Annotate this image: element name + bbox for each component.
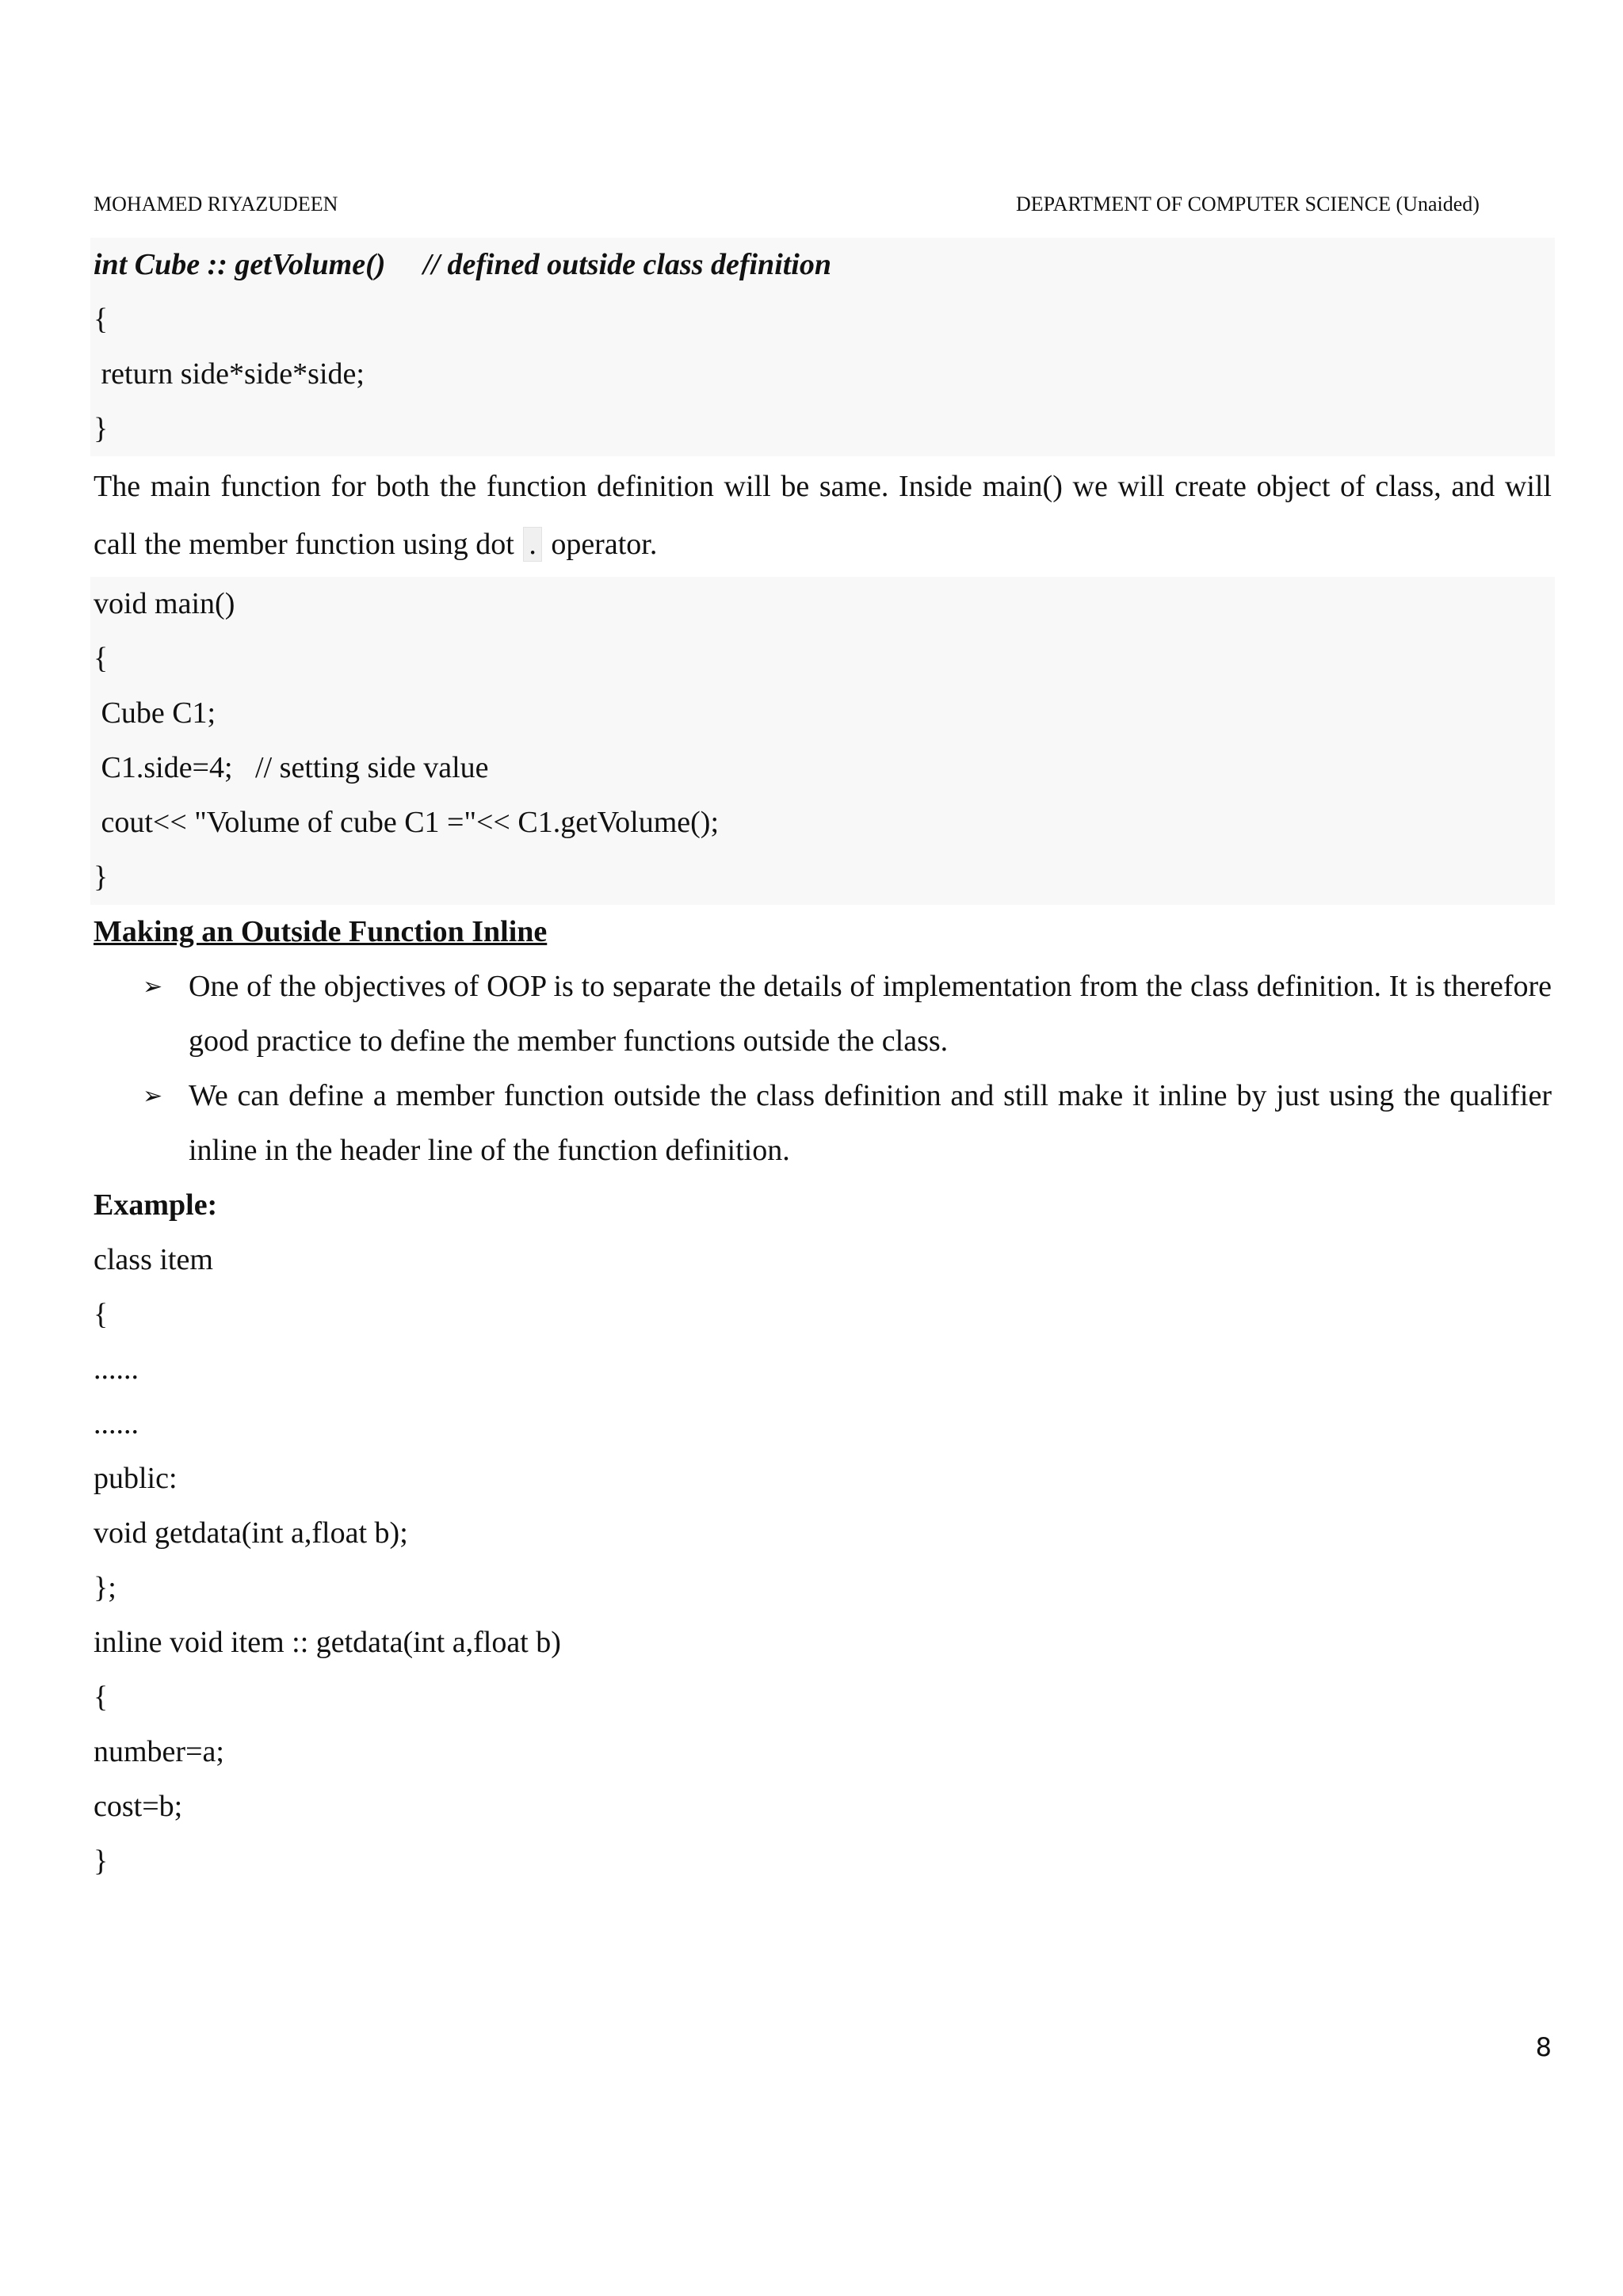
- paragraph-text-end: operator.: [551, 528, 658, 561]
- code-line: class item: [94, 1243, 213, 1276]
- code-line: ......: [94, 1407, 139, 1440]
- code-line: }: [94, 1844, 109, 1878]
- code-line: Cube C1;: [94, 696, 216, 730]
- section-heading: Making an Outside Function Inline: [94, 915, 548, 948]
- code-line: void main(): [94, 587, 235, 620]
- code-block-main: [90, 577, 1555, 905]
- bullet-list: [94, 959, 1552, 1178]
- bullet-item: [94, 1069, 1552, 1178]
- code-line: {: [94, 1680, 109, 1714]
- code-line: ......: [94, 1352, 139, 1386]
- arrow-bullet-icon: ➢: [143, 1082, 163, 1110]
- paragraph-text: The main function for both the function definition will be same. Inside main() we will create object of class, and will call the member function using dot: [94, 470, 1552, 561]
- code-line: {: [94, 642, 109, 675]
- code-line: }: [94, 860, 109, 894]
- code-line: }: [94, 412, 109, 445]
- example-code: [94, 1233, 1552, 1889]
- bullet-item: [94, 959, 1552, 1069]
- header-author: MOHAMED RIYAZUDEEN: [94, 193, 338, 215]
- example-label: Example:: [94, 1188, 218, 1222]
- code-line-signature: int Cube :: getVolume() // defined outside class definition: [94, 248, 831, 281]
- code-line: cost=b;: [94, 1790, 183, 1823]
- code-line: };: [94, 1571, 116, 1604]
- code-line: {: [94, 1298, 109, 1331]
- code-line: inline void item :: getdata(int a,float b): [94, 1626, 561, 1659]
- page-number: 8: [1535, 2032, 1552, 2062]
- arrow-bullet-icon: ➢: [143, 973, 163, 1001]
- page-content: [94, 238, 1552, 1889]
- header-department: DEPARTMENT OF COMPUTER SCIENCE (Unaided): [1016, 193, 1480, 215]
- code-line: C1.side=4; // setting side value: [94, 751, 489, 784]
- paragraph-main-function: [94, 456, 1552, 577]
- inline-code-dot: .: [523, 527, 542, 562]
- code-line: cout<< "Volume of cube C1 ="<< C1.getVolume();: [94, 806, 720, 839]
- code-block-outside-definition: [90, 238, 1555, 456]
- code-line: public:: [94, 1462, 178, 1495]
- bullet-text: We can define a member function outside the class definition and still make it inline by just using the qualifier inline in the header line of the function definition.: [189, 1079, 1552, 1167]
- code-line: return side*side*side;: [94, 357, 365, 391]
- bullet-text: One of the objectives of OOP is to separate the details of implementation from the class definition. It is therefore good practice to define the member functions outside the class.: [189, 970, 1552, 1058]
- code-line: number=a;: [94, 1735, 224, 1768]
- code-line: {: [94, 303, 109, 336]
- code-line: void getdata(int a,float b);: [94, 1516, 408, 1550]
